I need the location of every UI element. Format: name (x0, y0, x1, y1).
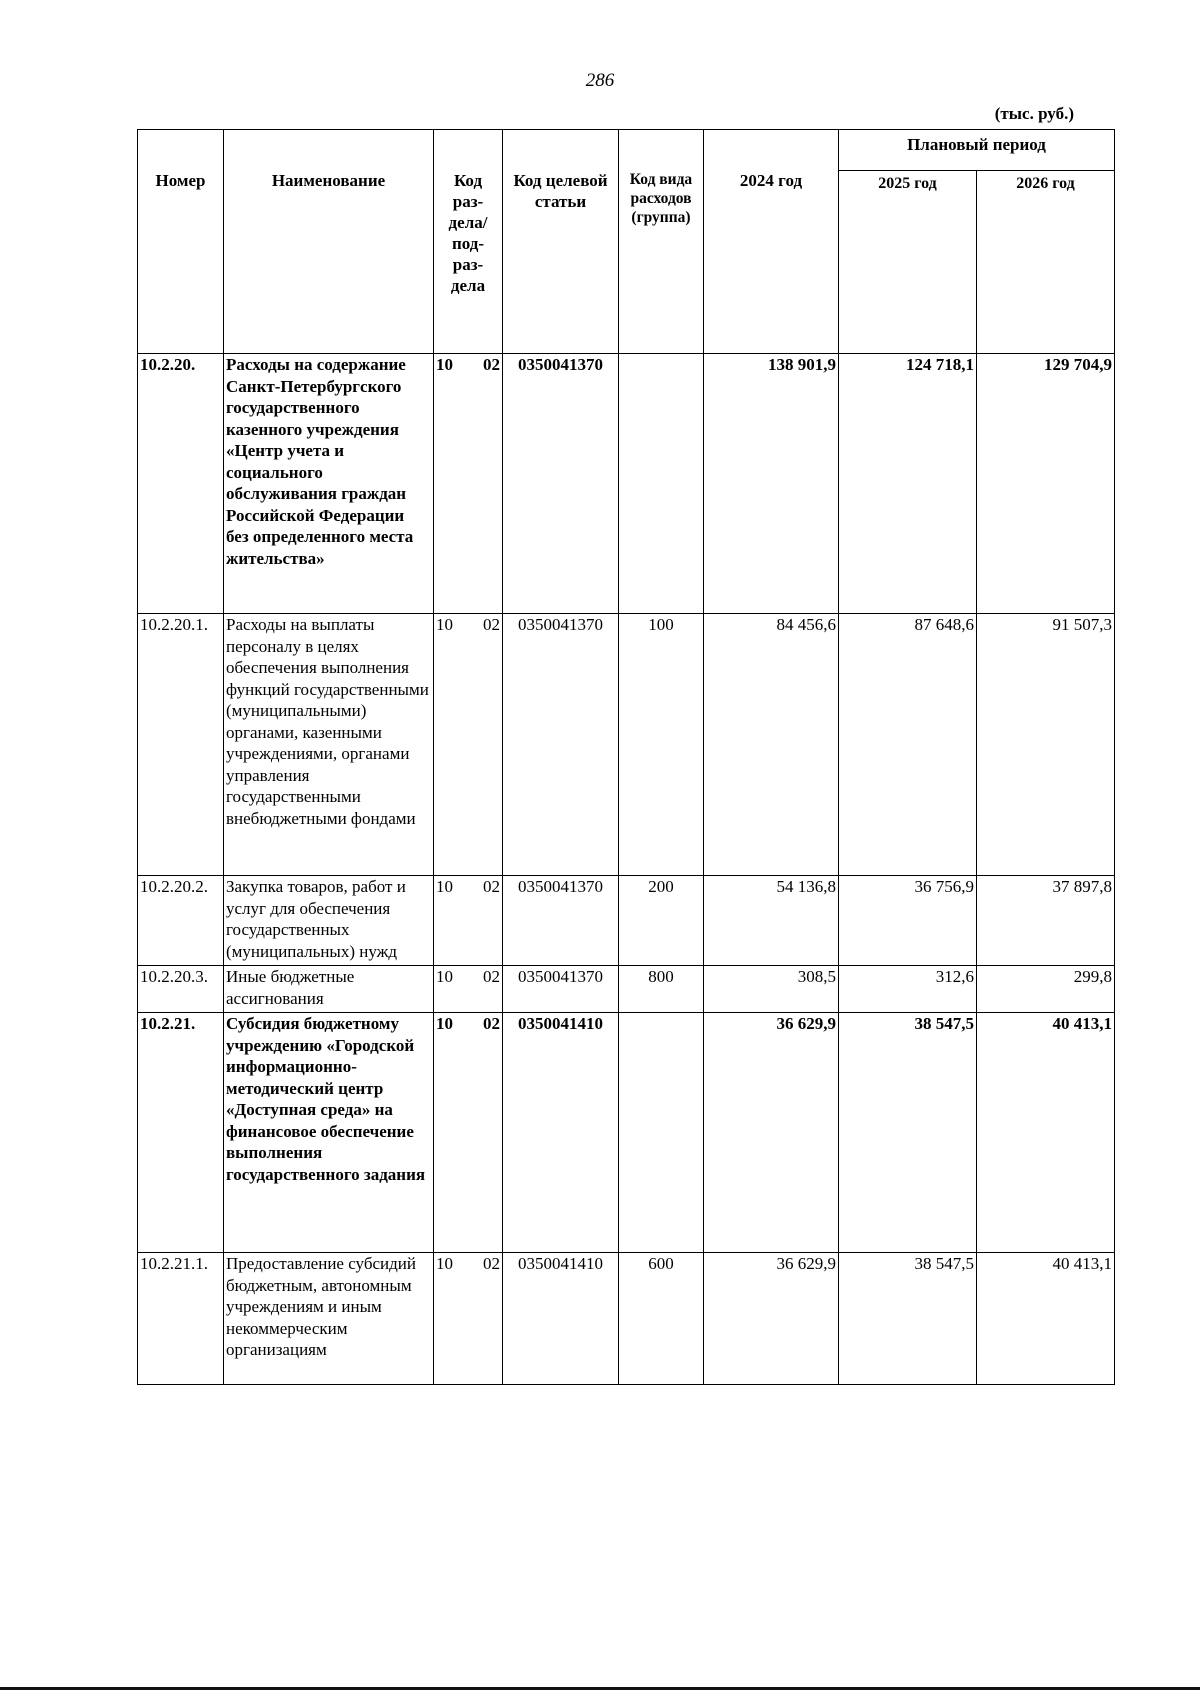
row-subsection-code: 02 (483, 615, 500, 634)
row-section (434, 1013, 503, 1253)
table-row (138, 614, 1115, 876)
row-amount-2025: 36 756,9 (839, 876, 977, 966)
row-amount-2025: 312,6 (839, 966, 977, 1013)
row-target-code: 0350041370 (503, 876, 619, 966)
row-subsection-code: 02 (483, 355, 500, 374)
row-amount-2024: 308,5 (704, 966, 839, 1013)
row-section-code: 10 (436, 1254, 453, 1273)
row-number: 10.2.20.1. (138, 614, 224, 876)
row-subsection-code: 02 (483, 877, 500, 896)
header-2026: 2026 год (977, 171, 1115, 354)
row-number: 10.2.21. (138, 1013, 224, 1253)
row-amount-2026: 37 897,8 (977, 876, 1115, 966)
row-section-code: 10 (436, 615, 453, 634)
row-amount-2024: 36 629,9 (704, 1253, 839, 1385)
row-target-code: 0350041410 (503, 1013, 619, 1253)
header-section-text: Код раз-дела/ под-раз-дела (448, 171, 488, 295)
units-label: (тыс. руб.) (994, 104, 1074, 123)
row-amount-2026: 299,8 (977, 966, 1115, 1013)
header-number: Номер (138, 130, 224, 354)
row-subsection-code: 02 (483, 967, 500, 986)
row-target-code: 0350041370 (503, 966, 619, 1013)
row-expense-type: 600 (619, 1253, 704, 1385)
row-number: 10.2.21.1. (138, 1253, 224, 1385)
table-row (138, 354, 1115, 614)
row-expense-type (619, 1013, 704, 1253)
bottom-rule (0, 1687, 1200, 1690)
row-target-code: 0350041410 (503, 1253, 619, 1385)
row-amount-2026: 40 413,1 (977, 1013, 1115, 1253)
header-expense-type: Код вида расходов (группа) (619, 130, 704, 354)
row-section-code: 10 (436, 877, 453, 896)
row-name: Закупка товаров, работ и услуг для обеспечения государственных (муниципальных) нужд (224, 876, 434, 966)
row-expense-type (619, 354, 704, 614)
row-amount-2024: 84 456,6 (704, 614, 839, 876)
row-expense-type: 200 (619, 876, 704, 966)
page-number: 286 (585, 70, 615, 91)
row-target-code: 0350041370 (503, 354, 619, 614)
row-amount-2026: 91 507,3 (977, 614, 1115, 876)
table-row (138, 966, 1115, 1013)
row-amount-2026: 40 413,1 (977, 1253, 1115, 1385)
row-amount-2024: 138 901,9 (704, 354, 839, 614)
row-subsection-code: 02 (483, 1254, 500, 1273)
header-2025: 2025 год (839, 171, 977, 354)
row-section (434, 614, 503, 876)
row-amount-2024: 54 136,8 (704, 876, 839, 966)
header-target: Код целевой статьи (503, 130, 619, 354)
header-planned-period: Плановый период (839, 130, 1115, 171)
row-target-code: 0350041370 (503, 614, 619, 876)
row-name: Расходы на содержание Санкт-Петербургского государственного казенного учреждения «Центр учета и социального обслуживания граждан Российской Федерации без определенного места жительства» (224, 354, 434, 614)
header-section (434, 130, 503, 354)
header-name: Наименование (224, 130, 434, 354)
row-amount-2025: 124 718,1 (839, 354, 977, 614)
row-section-code: 10 (436, 355, 453, 374)
header-row-1 (138, 130, 1115, 171)
row-section (434, 1253, 503, 1385)
row-amount-2024: 36 629,9 (704, 1013, 839, 1253)
row-name: Расходы на выплаты персоналу в целях обеспечения выполнения функций государственными (муниципальными) органами, казенными учреждениями, органами управления государственными внебюджетными фондами (224, 614, 434, 876)
table-row (138, 1253, 1115, 1385)
row-section-code: 10 (436, 967, 453, 986)
table-row (138, 876, 1115, 966)
row-number: 10.2.20. (138, 354, 224, 614)
row-section (434, 354, 503, 614)
row-name: Иные бюджетные ассигнования (224, 966, 434, 1013)
row-expense-type: 800 (619, 966, 704, 1013)
row-number: 10.2.20.2. (138, 876, 224, 966)
row-name: Предоставление субсидий бюджетным, автономным учреждениям и иным некоммерческим организациям (224, 1253, 434, 1385)
row-section (434, 966, 503, 1013)
row-section (434, 876, 503, 966)
row-name: Субсидия бюджетному учреждению «Городской информационно-методический центр «Доступная среда» на финансовое обеспечение выполнения государственного задания (224, 1013, 434, 1253)
header-2024: 2024 год (704, 130, 839, 354)
row-number: 10.2.20.3. (138, 966, 224, 1013)
row-amount-2026: 129 704,9 (977, 354, 1115, 614)
row-amount-2025: 38 547,5 (839, 1253, 977, 1385)
row-section-code: 10 (436, 1014, 453, 1033)
row-amount-2025: 87 648,6 (839, 614, 977, 876)
row-amount-2025: 38 547,5 (839, 1013, 977, 1253)
row-subsection-code: 02 (483, 1014, 500, 1033)
budget-table (137, 129, 1115, 1385)
table-row (138, 1013, 1115, 1253)
row-expense-type: 100 (619, 614, 704, 876)
